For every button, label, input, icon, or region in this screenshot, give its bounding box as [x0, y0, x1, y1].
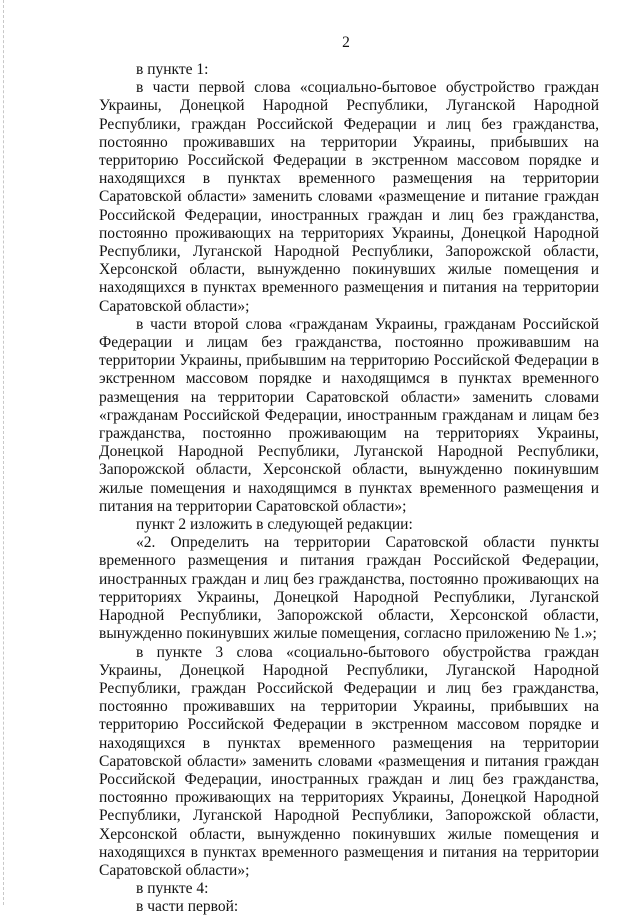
paragraph-7: в пункте 4: [136, 880, 209, 898]
scan-left-edge [3, 0, 4, 905]
paragraph-2: в части первой слова «социально-бытовое обустройство граждан Украины, Донецкой Народной Республики, Луганской Народной Республики, граждан Российской Федерации и лиц без гражданства, постоянно проживавших на территории Украины, прибывших на территорию Российской Федерации в экстренном массовом порядке и находящихся в пунктах временного размещения на территории Саратовской области» заменить словами «размещение и питание граждан Российской Федерации, иностранных граждан и лиц без гражданства, постоянно проживающих на территориях Украины, Донецкой Народной Республики, Луганской Народной Республики, Запорожской области, Херсонской области, вынужденно покинувших жилые помещения и находящихся в пунктах временного размещения и питания на территории Саратовской области»; [99, 79, 599, 315]
paragraph-3: в части второй слова «гражданам Украины, гражданам Российской Федерации и лицам без гражданства, постоянно проживавшим на территории Украины, прибывшим на территорию Российской Федерации в экстренном массовом порядке и находящимся в пунктах временного размещения на территории Саратовской области» заменить словами «гражданам Российской Федерации, иностранным гражданам и лицам без гражданства, постоянно проживающим на территориях Украины, Донецкой Народной Республики, Луганской Народной Республики, Запорожской области, Херсонской области, вынужденно покинувшим жилые помещения и находящимся в пунктах временного размещения и питания на территории Саратовской области»; [99, 315, 599, 515]
paragraph-8: в части первой: [136, 898, 239, 916]
paragraph-6: в пункте 3 слова «социально-бытового обустройства граждан Украины, Донецкой Народной Республики, Луганской Народной Республики, граждан Российской Федерации и лиц без гражданства, постоянно проживавших на территории Украины, прибывших на территорию Российской Федерации в экстренном массовом порядке и находящихся в пунктах временного размещения на территории Саратовской области» заменить словами «размещения и питания граждан Российской Федерации, иностранных граждан и лиц без гражданства, постоянно проживающих на территориях Украины, Донецкой Народной Республики, Луганской Народной Республики, Запорожской области, Херсонской области, вынужденно покинувших жилые помещения и находящихся в пунктах временного размещения и питания на территории Саратовской области»; [99, 643, 599, 879]
document-body [99, 61, 599, 917]
paragraph-5: «2. Определить на территории Саратовской области пункты временного размещения и питания граждан Российской Федерации, иностранных граждан и лиц без гражданства, постоянно проживающих на территориях Украины, Донецкой Народной Республики, Луганской Народной Республики, Запорожской области, Херсонской области, вынужденно покинувших жилые помещения, согласно приложению № 1.»; [99, 534, 599, 643]
paragraph-1: в пункте 1: [136, 61, 209, 78]
paragraph-4: пункт 2 изложить в следующей редакции: [136, 516, 413, 534]
page-number: 2 [342, 34, 350, 51]
